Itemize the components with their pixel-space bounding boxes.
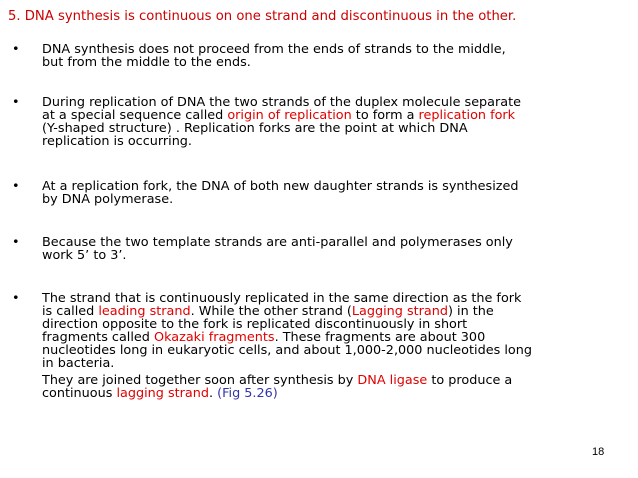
bullet-marker: • <box>12 95 20 110</box>
text-segment: . While the other strand ( <box>190 304 352 319</box>
bullet-marker: • <box>12 291 20 306</box>
term-origin-of-replication: origin of replication <box>227 108 352 123</box>
bullet-text <box>42 96 627 148</box>
bullet-line: The strand that is continuously replicated in the same direction as the fork <box>42 291 522 306</box>
bullet-line: by DNA polymerase. <box>42 192 174 207</box>
bullet-text <box>42 180 627 206</box>
term-dna-ligase: DNA ligase <box>357 373 428 388</box>
text-segment: to form a <box>351 108 419 123</box>
term-lagging-strand: Lagging strand <box>351 304 448 319</box>
bullet-line: During replication of DNA the two strands of the duplex molecule separate <box>42 95 522 110</box>
text-segment: is called <box>42 304 99 319</box>
page-number: 18 <box>592 446 605 458</box>
text-segment: . These fragments are about 300 <box>274 330 486 345</box>
text-segment: fragments called <box>42 330 154 345</box>
bullet-text <box>42 43 627 69</box>
bullet-line: nucleotides long in eukaryotic cells, and about 1,000-2,000 nucleotides long <box>42 343 532 358</box>
term-okazaki-fragments: Okazaki fragments <box>154 330 275 345</box>
slide-title: 5. DNA synthesis is continuous on one strand and discontinuous in the other. <box>8 9 517 24</box>
text-segment: ) in the <box>448 304 494 319</box>
text-segment: at a special sequence called <box>42 108 228 123</box>
bullet-line: in bacteria. <box>42 356 115 371</box>
bullet-line: replication is occurring. <box>42 134 193 149</box>
bullet-line: but from the middle to the ends. <box>42 55 251 70</box>
bullet-text <box>42 292 627 400</box>
figure-reference: (Fig 5.26) <box>217 386 278 401</box>
bullet-line: work 5’ to 3’. <box>42 248 127 263</box>
term-replication-fork: replication fork <box>418 108 516 123</box>
term-leading-strand: leading strand <box>98 304 191 319</box>
bullet-line <box>42 387 627 400</box>
text-segment: continuous <box>42 386 117 401</box>
bullet-line: Because the two template strands are anti-parallel and polymerases only <box>42 235 513 250</box>
bullet-line: DNA synthesis does not proceed from the ends of strands to the middle, <box>42 42 506 57</box>
bullet-marker: • <box>12 235 20 250</box>
text-segment: They are joined together soon after synthesis by <box>42 373 358 388</box>
bullet-text <box>42 236 627 262</box>
text-segment: . <box>208 386 218 401</box>
bullet-marker: • <box>12 179 20 194</box>
bullet-line: (Y-shaped structure) . Replication forks are the point at which DNA <box>42 121 468 136</box>
bullet-marker: • <box>12 42 20 57</box>
bullet-line: At a replication fork, the DNA of both new daughter strands is synthesized <box>42 179 519 194</box>
text-segment: to produce a <box>427 373 513 388</box>
term-lagging-strand-2: lagging strand <box>116 386 209 401</box>
bullet-line: direction opposite to the fork is replicated discontinuously in short <box>42 317 468 332</box>
